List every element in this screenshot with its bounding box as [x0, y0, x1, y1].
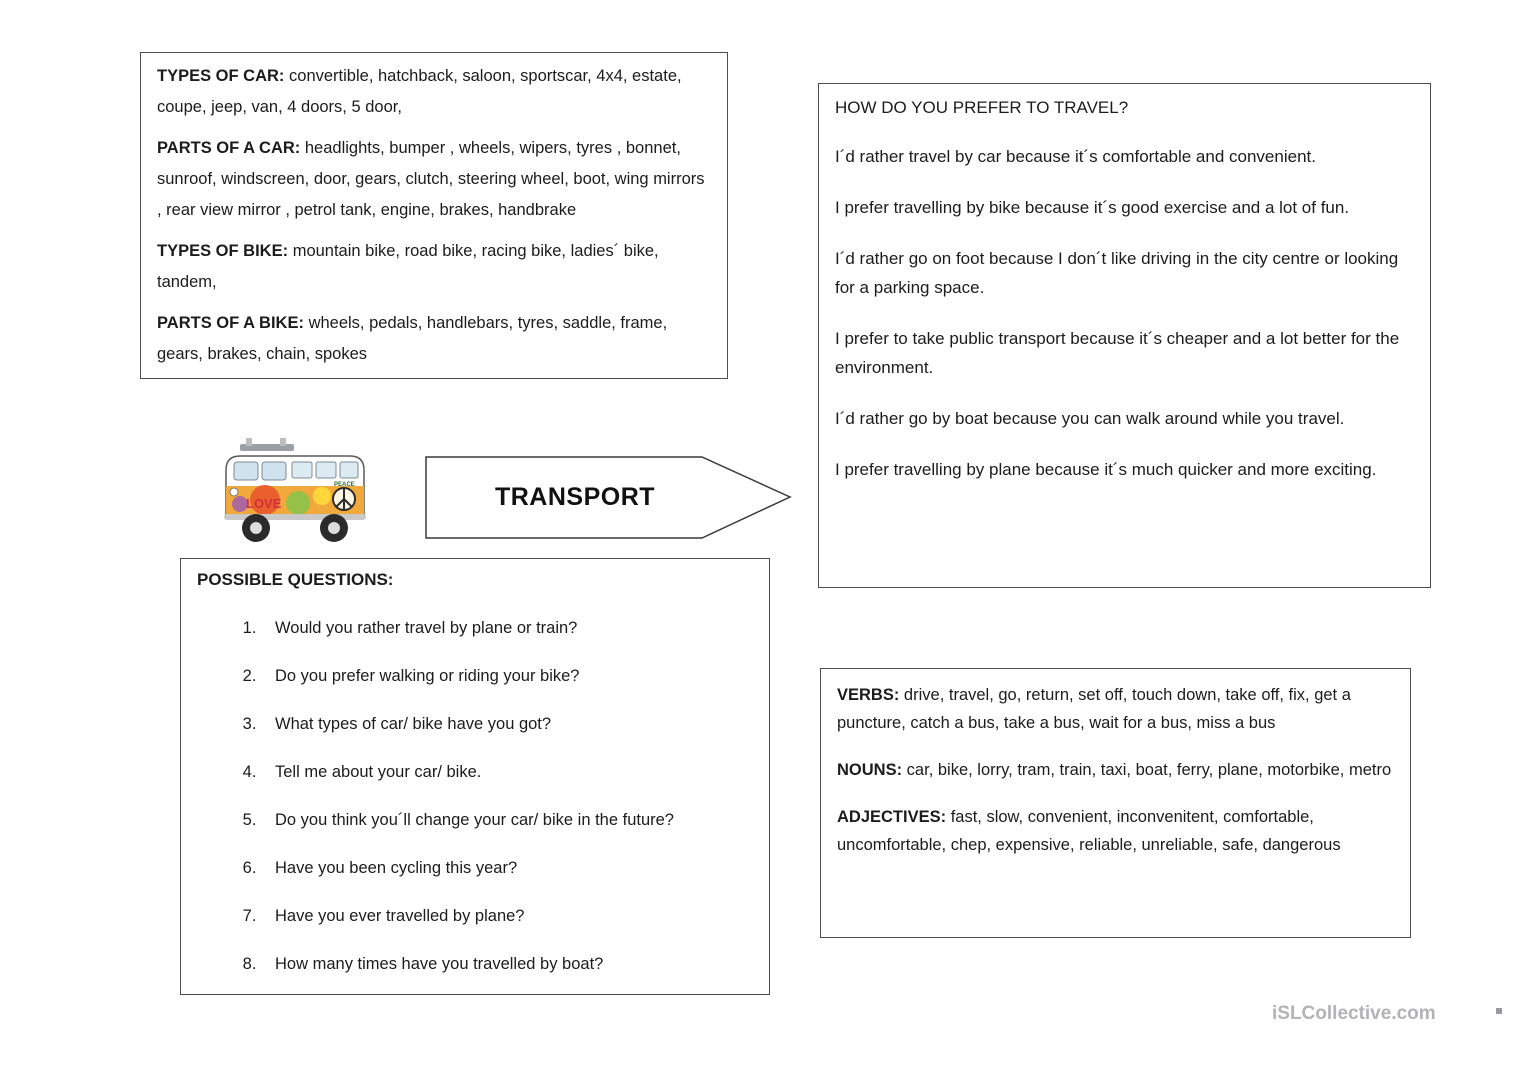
travel-sentence: I´d rather go by boat because you can walk around while you travel.	[835, 409, 1345, 428]
possible-questions-box	[180, 558, 770, 995]
hippie-van-icon	[210, 430, 382, 554]
parts-of-car-section	[157, 133, 711, 226]
van-hubcap	[328, 522, 340, 534]
travel-box-title: HOW DO YOU PREFER TO TRAVEL?	[835, 98, 1129, 117]
word-lists-box	[820, 668, 1411, 938]
van-side-window	[316, 462, 336, 478]
questions-title: POSSIBLE QUESTIONS:	[197, 570, 394, 589]
nouns-label: NOUNS:	[837, 761, 903, 779]
types-of-bike-text: mountain bike, road bike, racing bike, ladies´ bike, tandem,	[157, 242, 659, 291]
van-hubcap	[250, 522, 262, 534]
types-of-car-text: convertible, hatchback, saloon, sportscar, 4x4, estate, coupe, jeep, van, 4 doors, 5 door,	[157, 67, 682, 116]
parts-of-bike-section	[157, 308, 711, 370]
adjectives-text: fast, slow, convenient, inconvenitent, comfortable, uncomfortable, chep, expensive, reliable, unreliable, safe, dangerous	[837, 808, 1341, 854]
travel-sentence: I prefer travelling by bike because it´s good exercise and a lot of fun.	[835, 198, 1350, 217]
parts-of-bike-text: wheels, pedals, handlebars, tyres, saddle, frame, gears, brakes, chain, spokes	[157, 314, 668, 363]
van-roof-rack-post	[246, 438, 252, 446]
travel-sentence: I prefer to take public transport because it´s cheaper and a lot better for the environment.	[835, 329, 1400, 377]
adjectives-section	[837, 803, 1394, 859]
transport-arrow	[425, 455, 793, 540]
nouns-text: car, bike, lorry, tram, train, taxi, boat, ferry, plane, motorbike, metro	[902, 761, 1392, 779]
van-love-text: LOVE	[246, 496, 282, 511]
van-peace-text: PEACE	[334, 482, 355, 488]
nouns-section	[837, 756, 1394, 784]
types-of-bike-label: TYPES OF BIKE:	[157, 242, 289, 260]
van-side-window	[340, 462, 358, 478]
travel-sentence: I´d rather go on foot because I don´t like driving in the city centre or looking for a parking space.	[835, 249, 1399, 297]
question-item: 5. Do you think you´ll change your car/ bike in the future?	[261, 809, 753, 831]
parts-of-bike-label: PARTS OF A BIKE:	[157, 314, 304, 332]
tie-dye-blob	[313, 487, 331, 505]
van-roof-rack-post	[280, 438, 286, 446]
parts-of-car-text: headlights, bumper , wheels, wipers, tyres , bonnet, sunroof, windscreen, door, gears, clutch, steering wheel, boot, wing mirrors , rear view mirror , petrol tank, engine, brakes, handbrake	[157, 139, 705, 219]
verbs-label: VERBS:	[837, 686, 900, 704]
adjectives-label: ADJECTIVES:	[837, 808, 947, 826]
verbs-text: drive, travel, go, return, set off, touch down, take off, fix, get a puncture, catch a bus, take a bus, wait for a bus, miss a bus	[837, 686, 1351, 732]
question-item: 7. Have you ever travelled by plane?	[261, 905, 753, 927]
types-of-bike-section	[157, 236, 711, 298]
question-item: 6. Have you been cycling this year?	[261, 857, 753, 879]
travel-sentence: I prefer travelling by plane because it´s much quicker and more exciting.	[835, 460, 1377, 479]
van-windscreen	[262, 462, 286, 480]
van-headlight	[230, 488, 238, 496]
question-item: 4. Tell me about your car/ bike.	[261, 761, 753, 783]
verbs-section	[837, 681, 1394, 737]
question-item: 3. What types of car/ bike have you got?	[261, 713, 753, 735]
question-item: 8. How many times have you travelled by boat?	[261, 953, 753, 975]
van-windscreen	[234, 462, 258, 480]
types-of-car-label: TYPES OF CAR:	[157, 67, 285, 85]
car-bike-vocab-box	[140, 52, 728, 379]
question-item: 1. Would you rather travel by plane or train?	[261, 617, 753, 639]
tie-dye-blob	[286, 491, 310, 515]
travel-sentence: I´d rather travel by car because it´s comfortable and convenient.	[835, 147, 1316, 166]
islcollective-watermark: iSLCollective.com	[1272, 1003, 1436, 1024]
questions-list	[197, 617, 753, 975]
watermark-dot	[1496, 1008, 1502, 1014]
types-of-car-section	[157, 61, 711, 123]
van-side-window	[292, 462, 312, 478]
question-item: 2. Do you prefer walking or riding your bike?	[261, 665, 753, 687]
travel-preferences-box	[818, 83, 1431, 588]
parts-of-car-label: PARTS OF A CAR:	[157, 139, 301, 157]
transport-arrow-label: TRANSPORT	[494, 483, 656, 511]
